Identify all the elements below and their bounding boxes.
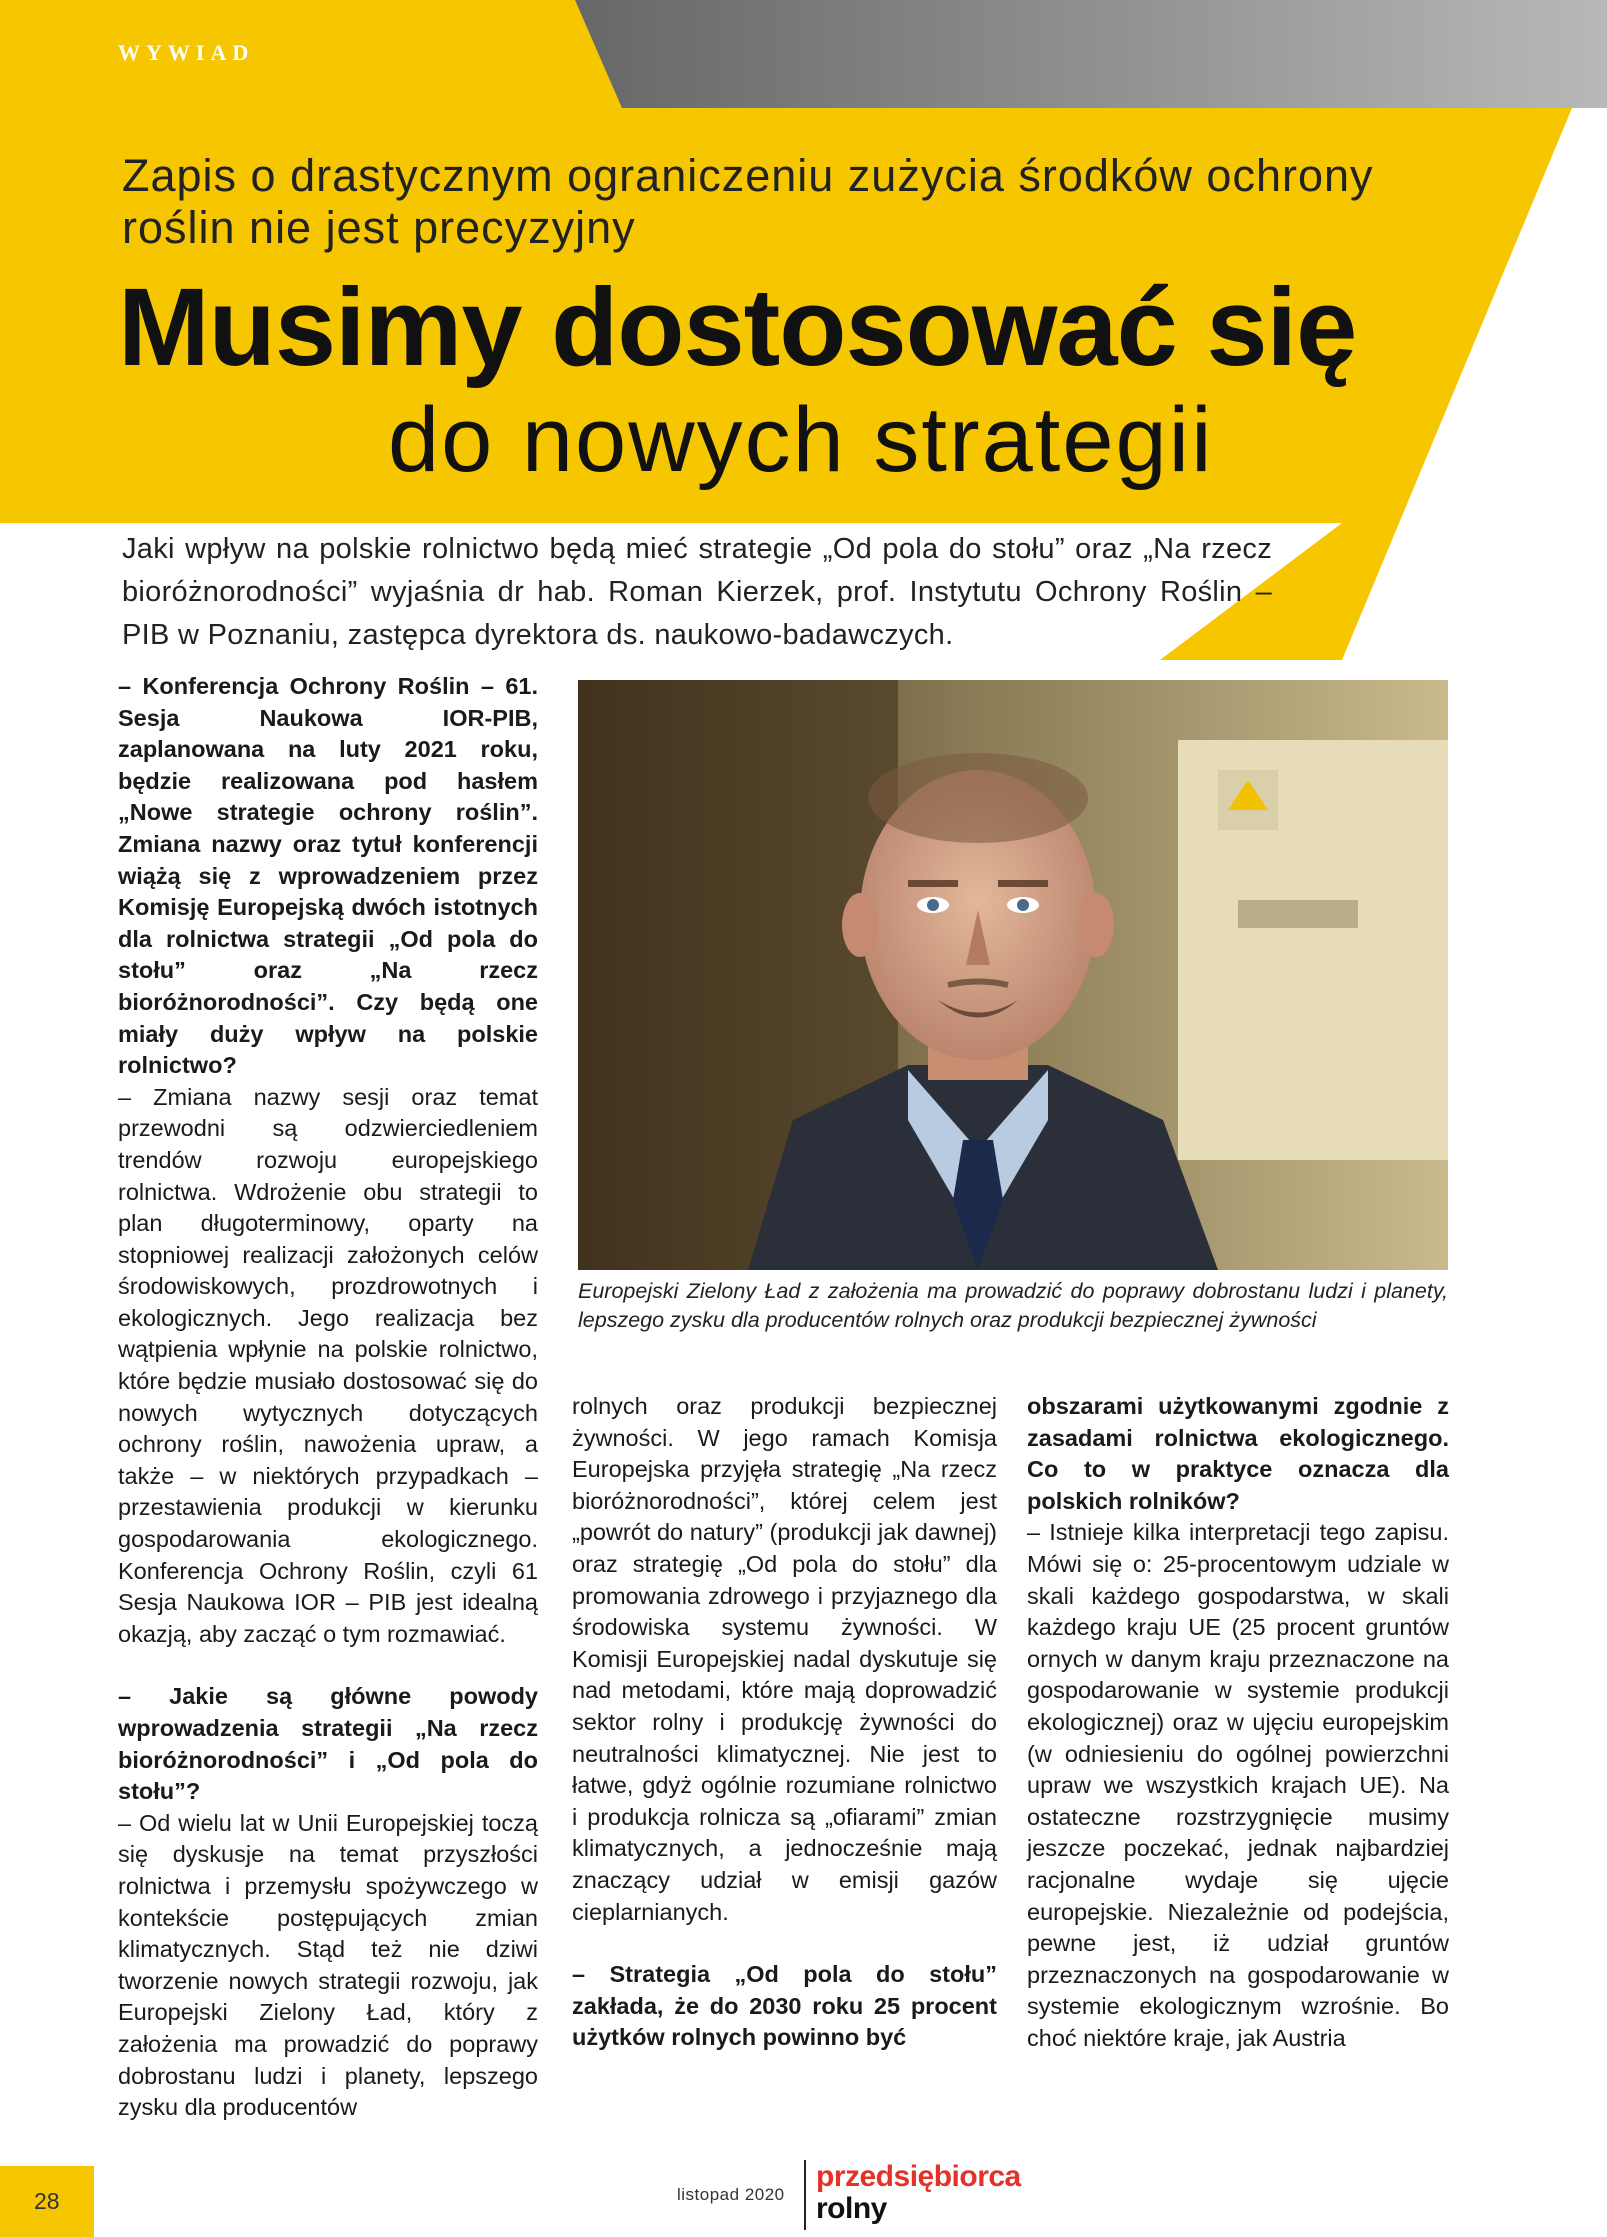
question-3-continued: obszarami użytkowanymi zgodnie z zasadami rolnictwa ekologicznego. Co to w praktyce oznacza dla polskich rolników? [1027, 1393, 1449, 1514]
answer-1: – Zmiana nazwy sesji oraz temat przewodni są odzwierciedleniem trendów rozwoju europejskiego rolnictwa. Wdrożenie obu strategii to plan długoterminowy, oparty na stopniowej realizacji założonych celów środowiskowych, prozdrowotnych i ekologicznych. Jego realizacja bez wątpienia wpłynie na polskie rolnictwo, które będzie musiało dostosować się do nowych wytycznych dotyczących ochrony roślin, nawożenia upraw, a także – w niektórych przypadkach – przestawienia produkcji w kierunku gospodarowania ekologicznego. Konferencja Ochrony Roślin, czyli 61 Sesja Naukowa IOR – PIB jest idealną okazją, aby zacząć o tym rozmawiać. [118, 1083, 538, 1647]
answer-2: – Od wielu lat w Unii Europejskiej toczą się dyskusje na temat przyszłości rolnictwa i przemysłu spożywczego w kontekście postępujących zmian klimatycznych. Stąd też nie dziwi tworzenie nowych strategii rozwoju, jak Europejski Zielony Ład, który z założenia ma prowadzić do poprawy dobrostanu ludzi i planety, lepszego zysku dla producentów [118, 1809, 538, 2121]
kicker: Zapis o drastycznym ograniczeniu zużycia środków ochrony roślin nie jest precyzyjny [122, 150, 1374, 253]
article-column-3 [1027, 1391, 1449, 2054]
headline: Musimy dostosować się [118, 266, 1357, 389]
magazine-logo-line2: rolny [816, 2192, 887, 2225]
article-column-2 [572, 1391, 997, 2054]
photo-caption: Europejski Zielony Ład z założenia ma prowadzić do poprawy dobrostanu ludzi i planety, lepszego zysku dla producentów rolnych oraz produkcji bezpiecznej żywności [578, 1279, 1448, 1332]
magazine-logo-line1: przedsiębiorca [816, 2160, 1021, 2193]
answer-3: – Istnieje kilka interpretacji tego zapisu. Mówi się o: 25-procentowym udziale w skali każdego gospodarstwa, w skali każdego kraju UE (25 procent gruntów ornych w danym kraju przeznaczone na gospodarowanie w systemie produkcji ekologicznej) oraz w ujęciu europejskim (w odniesieniu do ogólnej powierzchni upraw we wszystkich krajach UE). Na ostateczne rozstrzygnięcie musimy jeszcze poczekać, jednak najbardziej racjonalne wydaje się ujęcie europejskie. Niezależnie od podejścia, pewne jest, iż udział gruntów przeznaczonych na gospodarowanie w systemie ekologicznym wzrośnie. Bo choć niektóre kraje, jak Austria [1027, 1519, 1449, 2051]
page-number: 28 [34, 2188, 60, 2214]
lead-paragraph: Jaki wpływ na polskie rolnictwo będą mieć strategie „Od pola do stołu” oraz „Na rzecz bioróżnorodności” wyjaśnia dr hab. Roman Kierzek, prof. Instytutu Ochrony Roślin – PIB w Poznaniu, zastępca dyrektora ds. naukowo-badawczych. [122, 533, 1272, 651]
question-3: – Strategia „Od pola do stołu” zakłada, że do 2030 roku 25 procent użytków rolnych powinno być [572, 1961, 997, 2051]
issue-date: listopad 2020 [677, 2185, 785, 2204]
headline-secondary: do nowych strategii [388, 389, 1214, 491]
footer-divider [804, 2160, 806, 2230]
article-column-1 [118, 671, 538, 2124]
question-2: – Jakie są główne powody wprowadzenia strategii „Na rzecz bioróżnorodności” i „Od pola do stołu”? [118, 1683, 538, 1805]
portrait-photo [578, 680, 1448, 1270]
answer-2-continued: rolnych oraz produkcji bezpiecznej żywności. W jego ramach Komisja Europejska przyjęła strategię „Na rzecz bioróżnorodności”, której celem jest „powrót do natury” (produkcji jak dawnej) oraz strategię „Od pola do stołu” dla promowania zdrowego i przyjaznego dla środowiska systemu żywności. W Komisji Europejskiej nadal dyskutuje się nad metodami, które mają doprowadzić sektor rolny i produkcję żywności do neutralności klimatycznej. Nie jest to łatwe, gdyż ogólnie rozumiane rolnictwo i produkcja rolnicza są „ofiarami” zmian klimatycznych, a jednocześnie mają znaczący udział w emisji gazów cieplarnianych. [572, 1393, 997, 1925]
question-1: – Konferencja Ochrony Roślin – 61. Sesja Naukowa IOR-PIB, zaplanowana na luty 2021 roku, będzie realizowana pod hasłem „Nowe strategie ochrony roślin”. Zmiana nazwy oraz tytuł konferencji wiążą się z wprowadzeniem przez Komisję Europejską dwóch istotnych dla rolnictwa strategii „Od pola do stołu” oraz „Na rzecz bioróżnorodności”. Czy będą one miały duży wpływ na polskie rolnictwo? [118, 673, 538, 1079]
section-label: WYWIAD [118, 40, 255, 65]
